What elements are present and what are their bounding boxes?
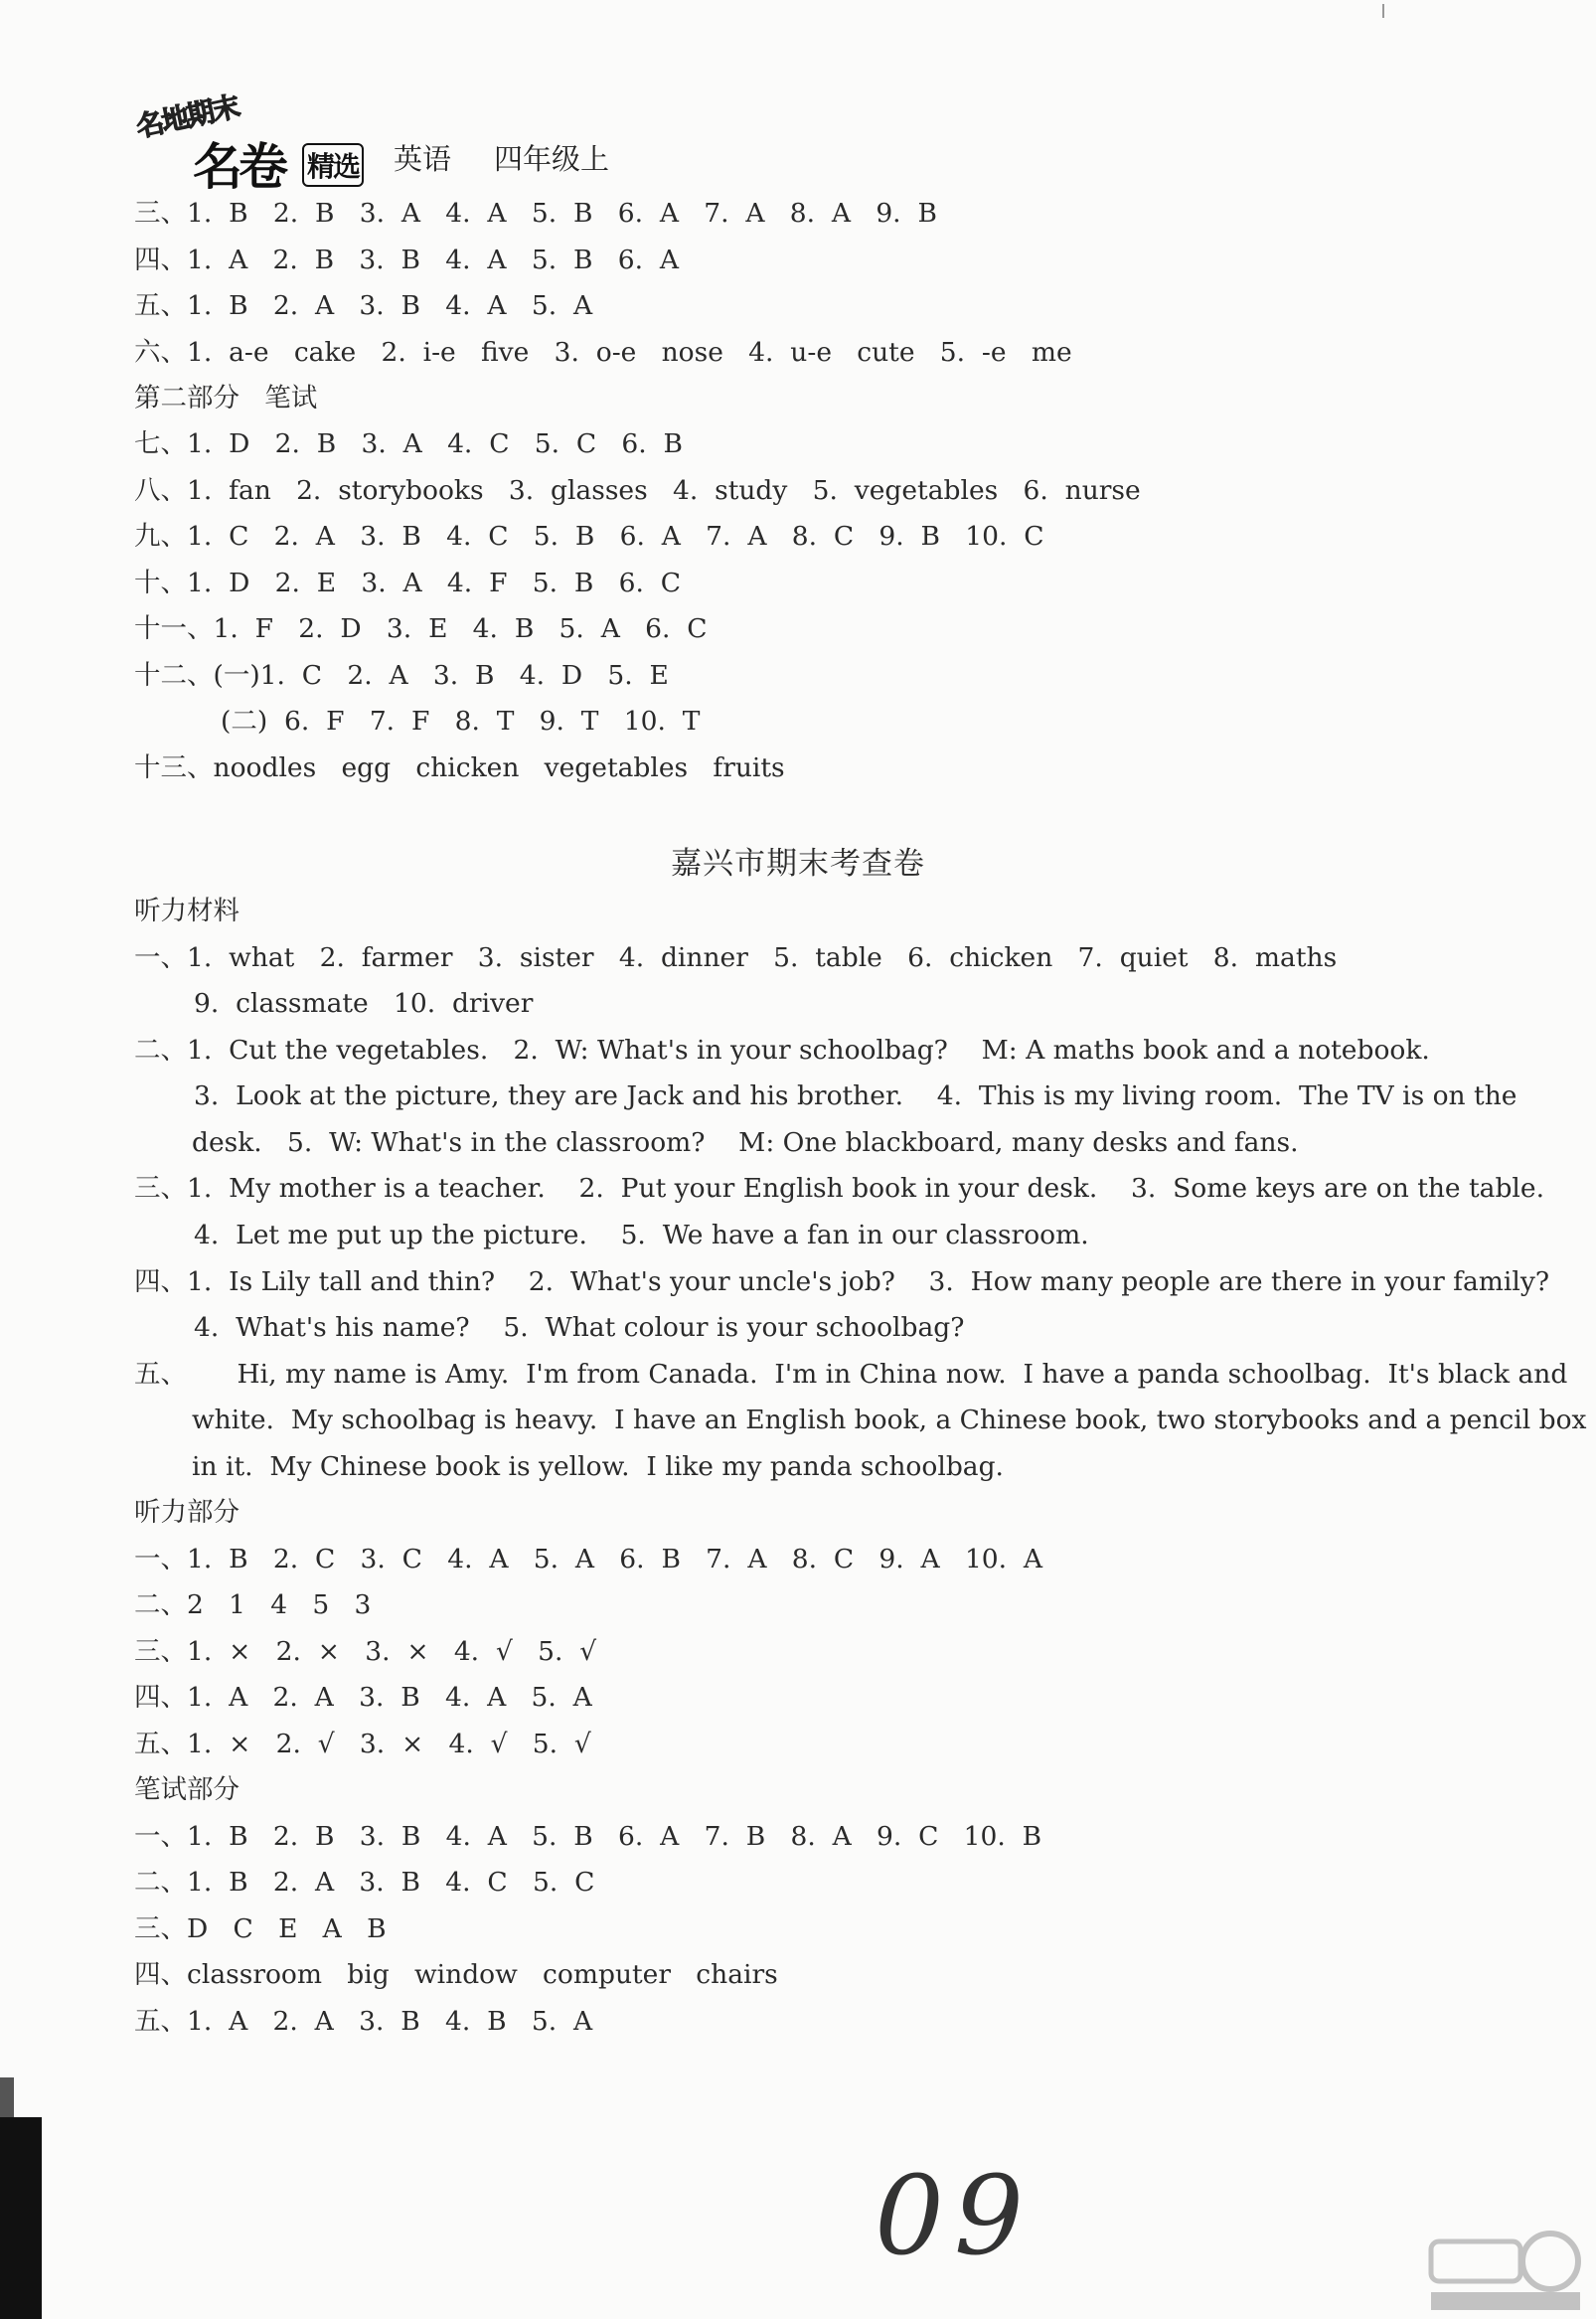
- answer-line: 9. classmate 10. driver: [194, 988, 534, 1019]
- answer-line: 三、1. × 2. × 3. × 4. √ 5. √: [134, 1636, 597, 1667]
- answer-line: 一、1. B 2. B 3. B 4. A 5. B 6. A 7. B 8. A 9. C 10. B: [134, 1821, 1042, 1852]
- logo-text-badge: 精选: [302, 143, 364, 187]
- answer-line: 十三、noodles egg chicken vegetables fruits: [134, 752, 785, 783]
- answer-line: 十二、(一)1. C 2. A 3. B 4. D 5. E: [134, 660, 669, 691]
- answer-line: 九、1. C 2. A 3. B 4. C 5. B 6. A 7. A 8. C 9. B 10. C: [134, 521, 1044, 552]
- answer-line: desk. 5. W: What's in the classroom? M: One blackboard, many desks and fans.: [192, 1127, 1299, 1158]
- answer-line: 五、 Hi, my name is Amy. I'm from Canada. I'm in China now. I have a panda schoolbag. It's black and: [134, 1359, 1568, 1390]
- answer-line: 4. What's his name? 5. What colour is your schoolbag?: [194, 1312, 965, 1343]
- header-subject: 英语: [394, 142, 452, 176]
- answer-line: 听力材料: [134, 896, 239, 926]
- answer-line: 一、1. B 2. C 3. C 4. A 5. A 6. B 7. A 8. C 9. A 10. A: [134, 1544, 1043, 1574]
- answer-line: 五、1. × 2. √ 3. × 4. √ 5. √: [134, 1729, 591, 1759]
- answer-line: 第二部分 笔试: [134, 383, 318, 414]
- answer-line: 4. Let me put up the picture. 5. We have a fan in our classroom.: [194, 1220, 1089, 1250]
- answer-line: 二、1. Cut the vegetables. 2. W: What's in your schoolbag? M: A maths book and a notebook.: [134, 1035, 1430, 1066]
- answer-line: 六、1. a-e cake 2. i-e five 3. o-e nose 4. u-e cute 5. -e me: [134, 337, 1072, 368]
- answer-line: in it. My Chinese book is yellow. I like my panda schoolbag.: [192, 1451, 1004, 1482]
- answer-line: 十一、1. F 2. D 3. E 4. B 5. A 6. C: [134, 613, 708, 644]
- answer-line: 二、1. B 2. A 3. B 4. C 5. C: [134, 1867, 595, 1898]
- logo-text-main: 名卷: [193, 138, 284, 196]
- answer-line: (二) 6. F 7. F 8. T 9. T 10. T: [221, 706, 701, 737]
- answer-line: 听力部分: [134, 1497, 239, 1528]
- series-logo: [127, 89, 376, 196]
- answer-line: 五、1. A 2. A 3. B 4. B 5. A: [134, 2006, 593, 2037]
- answer-line: 五、1. B 2. A 3. B 4. A 5. A: [134, 290, 593, 321]
- logo-text-top: 名地期末: [133, 89, 241, 144]
- answer-line: 三、D C E A B: [134, 1913, 387, 1944]
- answer-line: 笔试部分: [134, 1774, 239, 1805]
- answer-line: white. My schoolbag is heavy. I have an English book, a Chinese book, two storybooks and a pencil box: [192, 1405, 1587, 1435]
- answer-line: 四、classroom big window computer chairs: [134, 1959, 778, 1990]
- scan-mark: [1382, 4, 1384, 18]
- answer-line: 四、1. A 2. B 3. B 4. A 5. B 6. A: [134, 245, 679, 275]
- answer-line: 四、1. A 2. A 3. B 4. A 5. A: [134, 1682, 592, 1713]
- header-grade: 四年级上: [494, 142, 610, 176]
- answer-line: 四、1. Is Lily tall and thin? 2. What's your uncle's job? 3. How many people are there in your family?: [134, 1266, 1550, 1297]
- answer-line: 七、1. D 2. B 3. A 4. C 5. C 6. B: [134, 428, 684, 459]
- section-title: 嘉兴市期末考查卷: [671, 846, 925, 882]
- answer-line: 十、1. D 2. E 3. A 4. F 5. B 6. C: [134, 568, 682, 598]
- handwritten-page-number: 09: [875, 2152, 1034, 2279]
- answer-line: 三、1. B 2. B 3. A 4. A 5. B 6. A 7. A 8. A 9. B: [134, 198, 937, 229]
- answer-line: 二、2 1 4 5 3: [134, 1589, 372, 1620]
- watermark-logo-icon: [1421, 2227, 1590, 2316]
- answer-line: 三、1. My mother is a teacher. 2. Put your English book in your desk. 3. Some keys are on the table.: [134, 1173, 1545, 1204]
- answer-line: 3. Look at the picture, they are Jack and his brother. 4. This is my living room. The TV is on the: [194, 1080, 1517, 1111]
- scan-edge-dark: [0, 2117, 42, 2319]
- answer-line: 八、1. fan 2. storybooks 3. glasses 4. study 5. vegetables 6. nurse: [134, 475, 1141, 506]
- answer-line: 一、1. what 2. farmer 3. sister 4. dinner 5. table 6. chicken 7. quiet 8. maths: [134, 942, 1338, 973]
